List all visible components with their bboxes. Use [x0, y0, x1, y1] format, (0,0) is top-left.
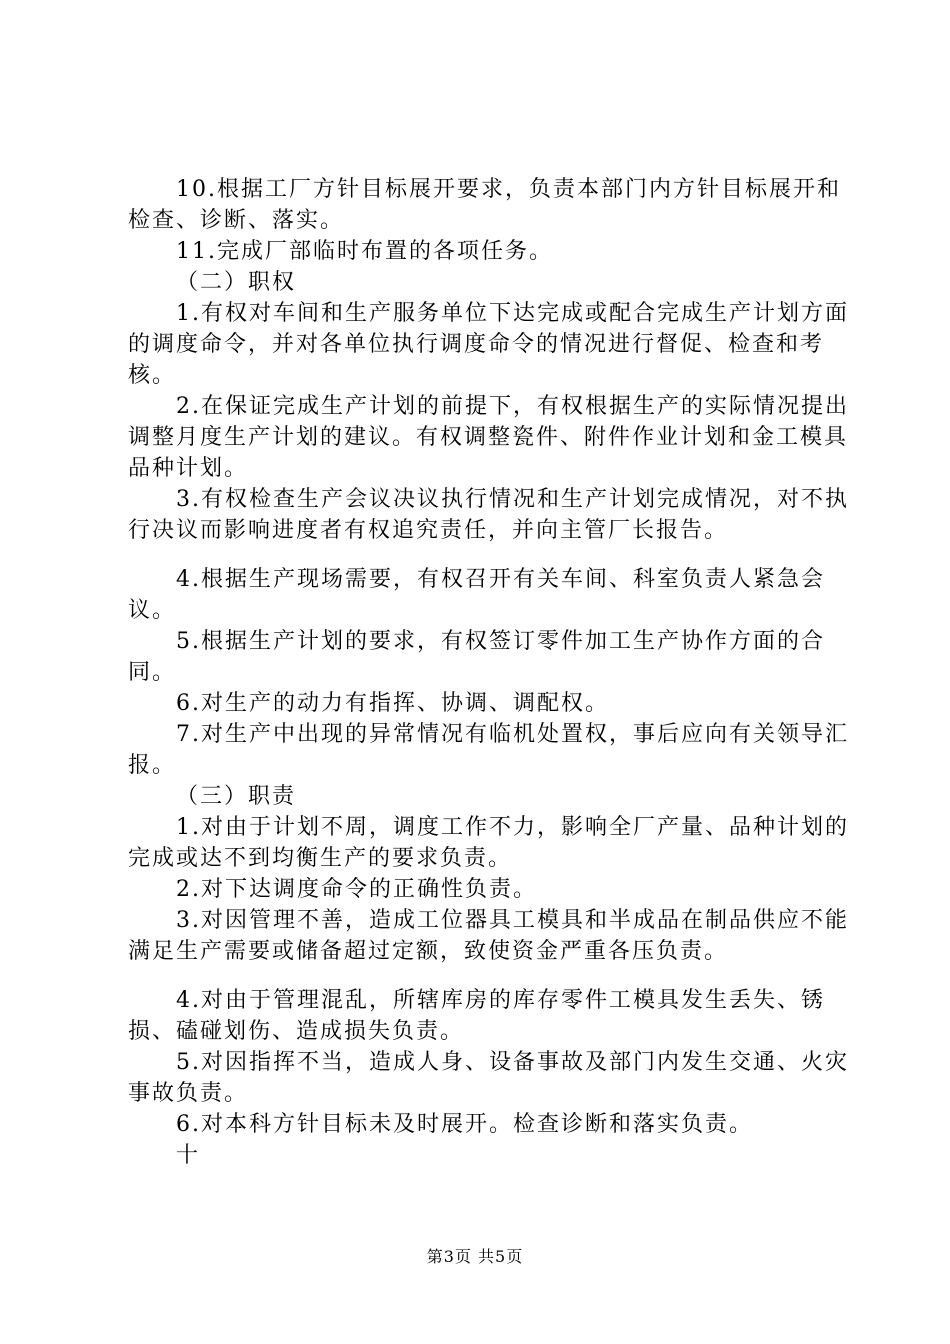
authority-item-5: 5.根据生产计划的要求，有权签订零件加工生产协作方面的合同。: [128, 629, 825, 685]
paragraph-gap: [128, 546, 850, 564]
paragraph-item-10: 10.根据工厂方针目标展开要求，负责本部门内方针目标展开和检查、诊断、落实。: [128, 177, 841, 233]
paragraph-item-11: 11.完成厂部临时布置的各项任务。: [176, 239, 553, 264]
authority-item-6: 6.对生产的动力有指挥、协调、调配权。: [176, 691, 609, 716]
authority-item-7: 7.对生产中出现的异常情况有临机处置权，事后应向有关领导汇报。: [128, 722, 849, 778]
page-number-footer: 第3页 共5页: [426, 1247, 524, 1266]
authority-item-4: 4.根据生产现场需要，有权召开有关车间、科室负责人紧急会议。: [128, 567, 825, 623]
responsibility-item-2: 2.对下达调度命令的正确性负责。: [176, 877, 537, 902]
trailing-character: 十: [176, 1143, 201, 1168]
document-body: [128, 174, 850, 1171]
authority-item-1: 1.有权对车间和生产服务单位下达完成或配合完成生产计划方面的调度命令，并对各单位执行调度命令的情况进行督促、检查和考核。: [128, 301, 849, 388]
authority-item-2: 2.在保证完成生产计划的前提下，有权根据生产的实际情况提出调整月度生产计划的建议。有权调整瓷件、附件作业计划和金工模具品种计划。: [128, 394, 849, 481]
paragraph-gap: [128, 967, 850, 985]
responsibility-item-3: 3.对因管理不善，造成工位器具工模具和半成品在制品供应不能满足生产需要或储备超过定额，致使资金严重各压负责。: [128, 908, 849, 964]
section-heading-responsibility: （三）职责: [176, 784, 297, 809]
responsibility-item-6: 6.对本科方针目标未及时展开。检查诊断和落实负责。: [176, 1112, 753, 1137]
responsibility-item-1: 1.对由于计划不周，调度工作不力，影响全厂产量、品种计划的完成或达不到均衡生产的要求负责。: [128, 815, 849, 871]
authority-item-3: 3.有权检查生产会议决议执行情况和生产计划完成情况，对不执行决议而影响进度者有权追究责任，并向主管厂长报告。: [128, 487, 849, 543]
responsibility-item-5: 5.对因指挥不当，造成人身、设备事故及部门内发生交通、火灾事故负责。: [128, 1050, 849, 1106]
responsibility-item-4: 4.对由于管理混乱，所辖库房的库存零件工模具发生丢失、锈损、磕碰划伤、造成损失负责。: [128, 988, 825, 1044]
section-heading-authority: （二）职权: [176, 270, 297, 295]
